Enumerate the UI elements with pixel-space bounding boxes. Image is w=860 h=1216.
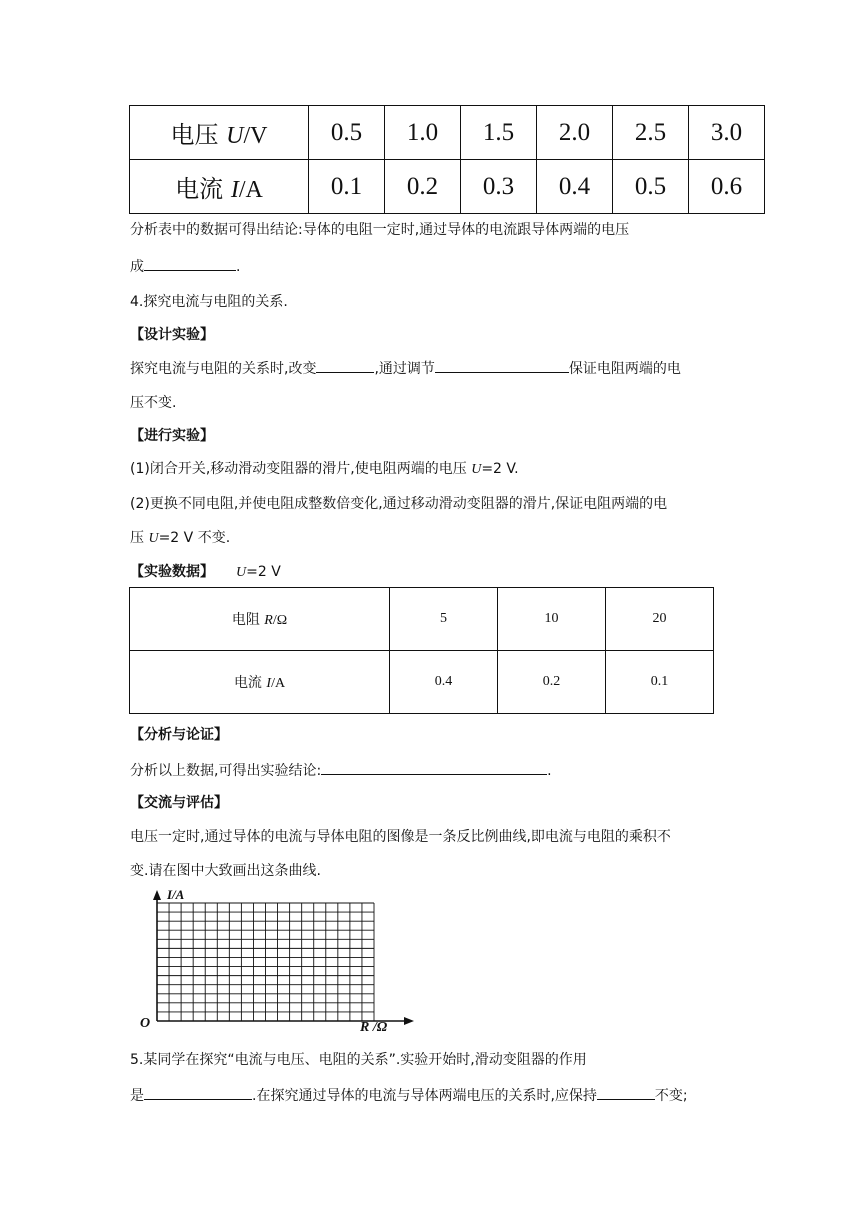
voltage-current-table — [129, 105, 765, 214]
x-axis-arrow — [404, 1017, 414, 1025]
table-cell: 0.5 — [613, 160, 689, 214]
table-row — [130, 106, 765, 160]
evaluation-text: 电压一定时,通过导体的电流与导体电阻的图像是一条反比例曲线,即电流与电阻的乘积不 — [130, 829, 671, 845]
resistance-current-table — [129, 587, 714, 714]
conclusion-blank-line: 成 . — [130, 256, 240, 277]
table-cell: 1.5 — [461, 106, 537, 160]
table-row — [130, 160, 765, 214]
table-header-cell: 电压 U/V — [130, 106, 309, 160]
table-cell: 0.4 — [390, 651, 498, 714]
y-axis-arrow — [153, 890, 161, 900]
answer-graph[interactable] — [138, 888, 428, 1036]
procedure-heading: 【进行实验】 — [130, 428, 214, 444]
evaluation-heading: 【交流与评估】 — [130, 795, 228, 811]
table-cell: 1.0 — [385, 106, 461, 160]
table-cell: 5 — [390, 588, 498, 651]
table-cell: 2.0 — [537, 106, 613, 160]
table-cell: 2.5 — [613, 106, 689, 160]
step-2-text-cont: 压 U=2 V 不变. — [130, 530, 231, 546]
analysis-heading: 【分析与论证】 — [130, 727, 228, 743]
table-header-cell: 电流 I/A — [130, 651, 390, 714]
design-heading: 【设计实验】 — [130, 327, 214, 343]
data-heading: 【实验数据】 U=2 V — [130, 564, 281, 580]
table-cell: 0.3 — [461, 160, 537, 214]
origin-label: O — [140, 1016, 151, 1031]
step-2-text: (2)更换不同电阻,并使电阻成整数倍变化,通过移动滑动变阻器的滑片,保证电阻两端的电 — [130, 496, 668, 512]
table-cell: 0.4 — [537, 160, 613, 214]
question-5-text-cont: 是 .在探究通过导体的电流与导体两端电压的关系时,应保持 不变; — [130, 1085, 688, 1106]
table-cell: 0.2 — [385, 160, 461, 214]
answer-blank[interactable] — [316, 358, 374, 373]
table-cell: 0.5 — [309, 106, 385, 160]
answer-blank[interactable] — [144, 256, 236, 271]
table-header-cell: 电流 I/A — [130, 160, 309, 214]
answer-blank[interactable] — [435, 358, 569, 373]
x-axis-label: R /Ω — [360, 1020, 388, 1035]
question-5-text: 5.某同学在探究“电流与电压、电阻的关系”.实验开始时,滑动变阻器的作用 — [130, 1052, 587, 1068]
design-text-cont: 压不变. — [130, 395, 177, 411]
answer-blank[interactable] — [597, 1085, 655, 1100]
table-row — [130, 588, 714, 651]
table-cell: 0.1 — [606, 651, 714, 714]
analysis-text: 分析以上数据,可得出实验结论: . — [130, 760, 552, 781]
table-row — [130, 651, 714, 714]
answer-blank[interactable] — [321, 760, 547, 775]
y-axis-label: I/A — [167, 887, 185, 902]
answer-blank[interactable] — [144, 1085, 252, 1100]
table-cell: 0.2 — [498, 651, 606, 714]
graph-grid — [138, 888, 428, 1036]
design-text: 探究电流与电阻的关系时,改变 ,通过调节 保证电阻两端的电 — [130, 358, 681, 379]
question-4-title: 4.探究电流与电阻的关系. — [130, 294, 288, 310]
conclusion-text: 分析表中的数据可得出结论:导体的电阻一定时,通过导体的电流跟导体两端的电压 — [130, 222, 630, 238]
table-cell: 10 — [498, 588, 606, 651]
table-cell: 20 — [606, 588, 714, 651]
step-1-text: (1)闭合开关,移动滑动变阻器的滑片,使电阻两端的电压 U=2 V. — [130, 461, 519, 477]
table-cell: 3.0 — [689, 106, 765, 160]
table-cell: 0.1 — [309, 160, 385, 214]
evaluation-text-cont: 变.请在图中大致画出这条曲线. — [130, 863, 321, 879]
table-header-cell: 电阻 R/Ω — [130, 588, 390, 651]
table-cell: 0.6 — [689, 160, 765, 214]
